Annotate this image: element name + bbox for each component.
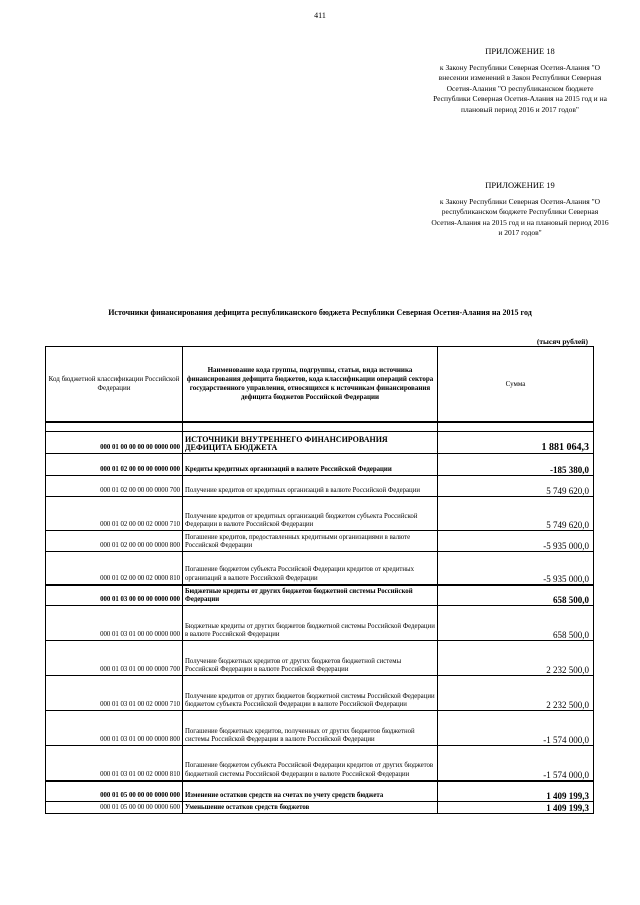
appendix-19-text: к Закону Республики Северная Осетия-Алания "О республиканском бюджете Республики Северная Осетия-Алания на 2015 год и на плановый период 2016 и 2017 годов" [431, 196, 609, 237]
document-title: Источники финансирования дефицита республиканского бюджета Республики Северная Осетия-Алания на 2015 год [108, 308, 532, 317]
row-code: 000 01 03 01 00 00 0000 800 [46, 711, 183, 746]
table-row [46, 746, 594, 781]
row-name: Погашение бюджетных кредитов, полученных от других бюджетов бюджетной системы Российской Федерации в валюте Российской Федерации [183, 711, 438, 746]
row-name: Получение кредитов от других бюджетов бюджетной системы Российской Федерации бюджетом субъекта Российской Федерации в валюте Российской Федерации [183, 676, 438, 711]
appendix-18-block [430, 46, 610, 115]
table-row [46, 676, 594, 711]
row-sum: -185 380,0 [438, 454, 594, 476]
row-name: Получение бюджетных кредитов от других бюджетов бюджетной системы Российской Федерации в валюте Российской Федерации [183, 641, 438, 676]
row-code: 000 01 03 01 00 00 0000 700 [46, 641, 183, 676]
row-sum: -1 574 000,0 [438, 746, 594, 781]
row-code: 000 01 02 00 00 00 0000 000 [46, 454, 183, 476]
row-name: Получение кредитов от кредитных организаций бюджетом субъекта Российской Федерации в валюте Российской Федерации [183, 497, 438, 531]
row-sum: -1 574 000,0 [438, 711, 594, 746]
row-code: 000 01 03 01 00 02 0000 810 [46, 746, 183, 781]
row-sum: 1 409 199,3 [438, 802, 594, 814]
table-row [46, 606, 594, 641]
row-code: 000 01 05 00 00 00 0000 600 [46, 802, 183, 814]
row-name: Погашение кредитов, предоставленных кредитными организациями в валюте Российской Федерации [183, 531, 438, 552]
row-name: Изменение остатков средств на счетах по учету средств бюджета [183, 781, 438, 802]
table-row [46, 585, 594, 606]
header-name: Наименование кода группы, подгруппы, статьи, вида источника финансирования дефицита бюджетов, кода классификации операций сектора государственного управления, относящихся к источникам финансирования дефицита бюджетов Российской Федерации [183, 347, 438, 423]
table-row [46, 711, 594, 746]
row-sum: -5 935 000,0 [438, 552, 594, 585]
row-code: 000 01 00 00 00 00 0000 000 [46, 432, 183, 454]
row-code: 000 01 03 01 00 00 0000 000 [46, 606, 183, 641]
row-sum: 658 500,0 [438, 606, 594, 641]
row-sum: 1 881 064,3 [438, 432, 594, 454]
table-spacer [46, 422, 594, 432]
appendix-19-heading: ПРИЛОЖЕНИЕ 19 [485, 180, 555, 190]
table-row [46, 454, 594, 476]
table-row [46, 641, 594, 676]
row-name: Погашение бюджетом субъекта Российской Федерации кредитов от кредитных организаций в валюте Российской Федерации [183, 552, 438, 585]
row-sum: 5 749 620,0 [438, 497, 594, 531]
table-row [46, 781, 594, 802]
row-code: 000 01 03 01 00 02 0000 710 [46, 676, 183, 711]
header-sum: Сумма [438, 347, 594, 423]
table-row [46, 497, 594, 531]
row-sum: 658 500,0 [438, 585, 594, 606]
table-row [46, 552, 594, 585]
row-sum: 1 409 199,3 [438, 781, 594, 802]
appendix-18-text: к Закону Республики Северная Осетия-Алания "О внесении изменений в Закон Республики Северная Осетия-Алания "О республиканском бюджете Республики Северная Осетия-Алания на 2015 год и на плановый период 2016 и 2017 годов" [433, 62, 607, 114]
table-row [46, 531, 594, 552]
row-sum: 5 749 620,0 [438, 476, 594, 497]
table-row [46, 802, 594, 814]
row-sum: -5 935 000,0 [438, 531, 594, 552]
row-name: Бюджетные кредиты от других бюджетов бюджетной системы Российской Федерации [183, 585, 438, 606]
table-header-row [46, 347, 594, 423]
financing-table [45, 346, 594, 814]
row-code: 000 01 03 00 00 00 0000 000 [46, 585, 183, 606]
row-code: 000 01 02 00 00 02 0000 810 [46, 552, 183, 585]
table-row [46, 432, 594, 454]
row-name: Погашение бюджетом субъекта Российской Федерации кредитов от других бюджетов бюджетной системы Российской Федерации в валюте Российской Федерации [183, 746, 438, 781]
appendix-19-block [430, 180, 610, 239]
row-name: Бюджетные кредиты от других бюджетов бюджетной системы Российской Федерации в валюте Российской Федерации [183, 606, 438, 641]
row-name: ИСТОЧНИКИ ВНУТРЕННЕГО ФИНАНСИРОВАНИЯ ДЕФИЦИТА БЮДЖЕТА [183, 432, 438, 454]
row-name: Получение кредитов от кредитных организаций в валюте Российской Федерации [183, 476, 438, 497]
header-code: Код бюджетной классификации Российской Федерации [46, 347, 183, 423]
row-sum: 2 232 500,0 [438, 676, 594, 711]
row-sum: 2 232 500,0 [438, 641, 594, 676]
appendix-18-heading: ПРИЛОЖЕНИЕ 18 [485, 46, 555, 56]
table-row [46, 476, 594, 497]
row-code: 000 01 02 00 00 02 0000 710 [46, 497, 183, 531]
units-label: (тысяч рублей) [536, 337, 588, 346]
page-number: 411 [314, 11, 326, 20]
row-code: 000 01 02 00 00 00 0000 800 [46, 531, 183, 552]
row-code: 000 01 02 00 00 00 0000 700 [46, 476, 183, 497]
row-code: 000 01 05 00 00 00 0000 000 [46, 781, 183, 802]
row-name: Уменьшение остатков средств бюджетов [183, 802, 438, 814]
row-name: Кредиты кредитных организаций в валюте Российской Федерации [183, 454, 438, 476]
